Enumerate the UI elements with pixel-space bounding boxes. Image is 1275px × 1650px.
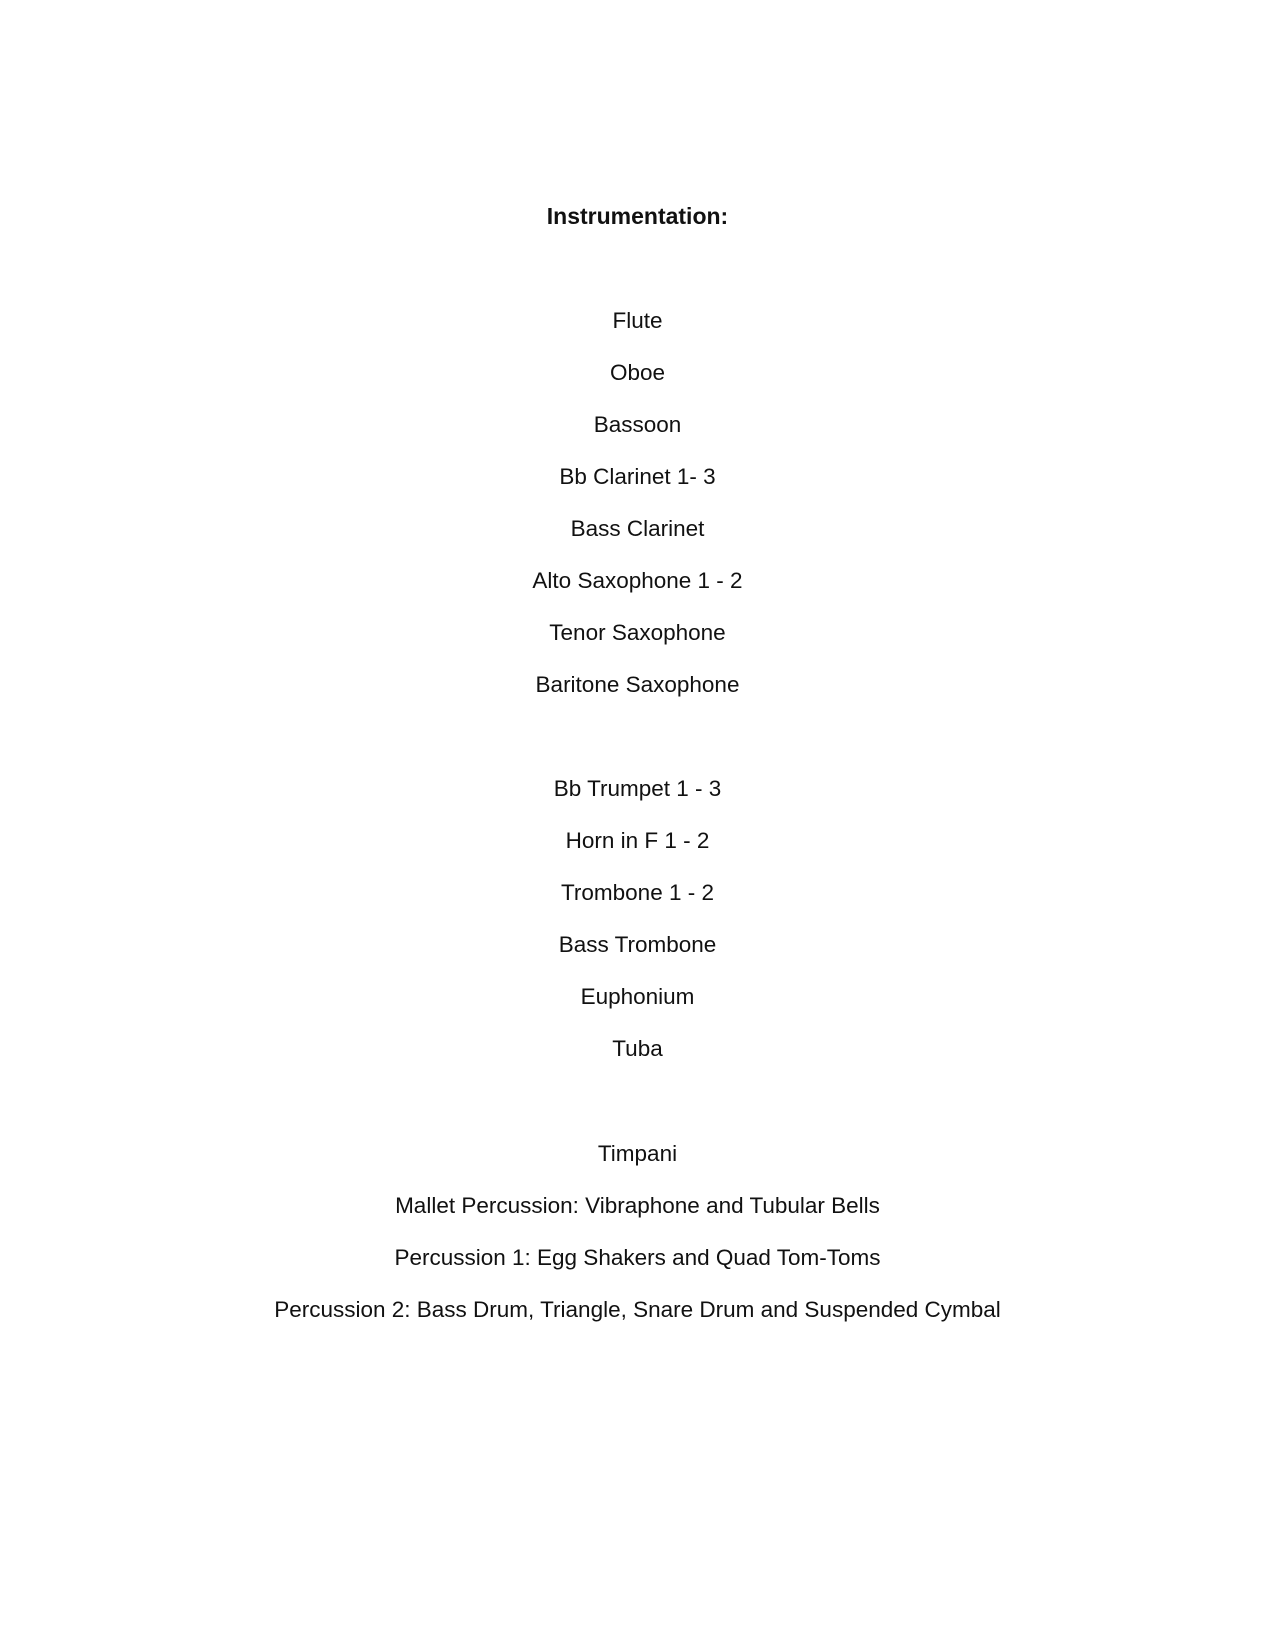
instrument-item: Baritone Saxophone bbox=[535, 672, 740, 697]
instrument-item: Bassoon bbox=[593, 412, 682, 437]
woodwinds-list bbox=[0, 307, 1275, 723]
instrument-item: Bass Trombone bbox=[558, 932, 717, 957]
percussion-list bbox=[0, 1140, 1275, 1348]
instrument-item: Horn in F 1 - 2 bbox=[565, 828, 710, 853]
instrument-item: Oboe bbox=[609, 360, 666, 385]
instrument-item: Tenor Saxophone bbox=[549, 620, 726, 645]
instrument-item: Percussion 1: Egg Shakers and Quad Tom-Toms bbox=[394, 1245, 881, 1270]
instrument-item: Alto Saxophone 1 - 2 bbox=[532, 568, 743, 593]
instrument-item: Bass Clarinet bbox=[570, 516, 705, 541]
instrumentation-heading: Instrumentation: bbox=[546, 203, 729, 229]
instrument-item: Trombone 1 - 2 bbox=[561, 880, 714, 905]
instrument-item: Timpani bbox=[597, 1141, 678, 1166]
brass-list bbox=[0, 775, 1275, 1087]
instrument-item: Percussion 2: Bass Drum, Triangle, Snare Drum and Suspended Cymbal bbox=[274, 1297, 1001, 1322]
instrument-item: Bb Trumpet 1 - 3 bbox=[553, 776, 722, 801]
instrument-item: Euphonium bbox=[580, 984, 695, 1009]
instrument-item: Mallet Percussion: Vibraphone and Tubular Bells bbox=[395, 1193, 880, 1218]
instrument-item: Bb Clarinet 1- 3 bbox=[559, 464, 716, 489]
instrument-item: Tuba bbox=[612, 1036, 663, 1061]
instrument-item: Flute bbox=[612, 308, 663, 333]
